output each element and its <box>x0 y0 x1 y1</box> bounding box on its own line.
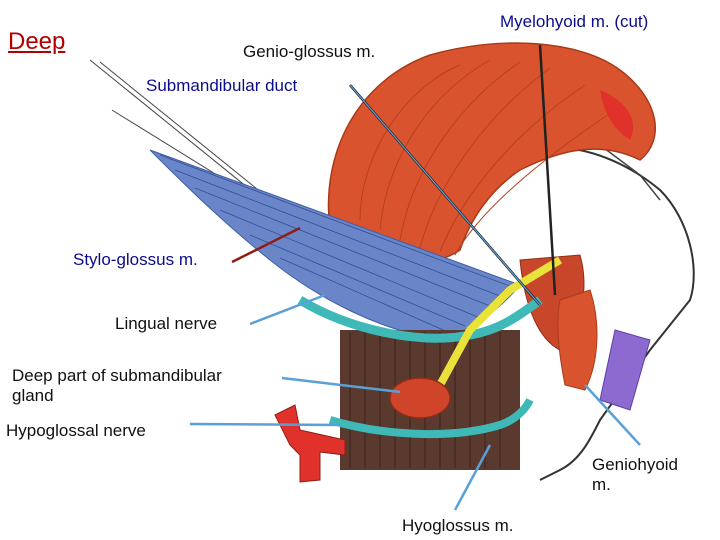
slide-heading: Deep <box>8 28 66 55</box>
pointer-hypoglossal <box>190 424 340 425</box>
label-genioglossus: Genio-glossus m. <box>243 42 376 61</box>
genioglossus-muscle <box>328 43 655 263</box>
geniohyoid-muscle <box>558 290 597 390</box>
label-deep-gland: Deep part of submandibular gland <box>12 366 222 405</box>
label-submandibular-duct: Submandibular duct <box>146 76 298 95</box>
label-styloglossus: Stylo-glossus m. <box>73 250 198 269</box>
label-geniohyoid: Geniohyoid m. <box>592 455 679 494</box>
artery <box>275 405 345 482</box>
label-myelohyoid: Myelohyoid m. (cut) <box>500 12 649 31</box>
label-hypoglossal-nerve: Hypoglossal nerve <box>6 421 146 440</box>
label-lingual-nerve: Lingual nerve <box>115 314 218 333</box>
deep-submandibular-gland <box>390 378 450 418</box>
hyoid-strap <box>600 330 650 410</box>
label-hyoglossus: Hyoglossus m. <box>402 516 514 535</box>
